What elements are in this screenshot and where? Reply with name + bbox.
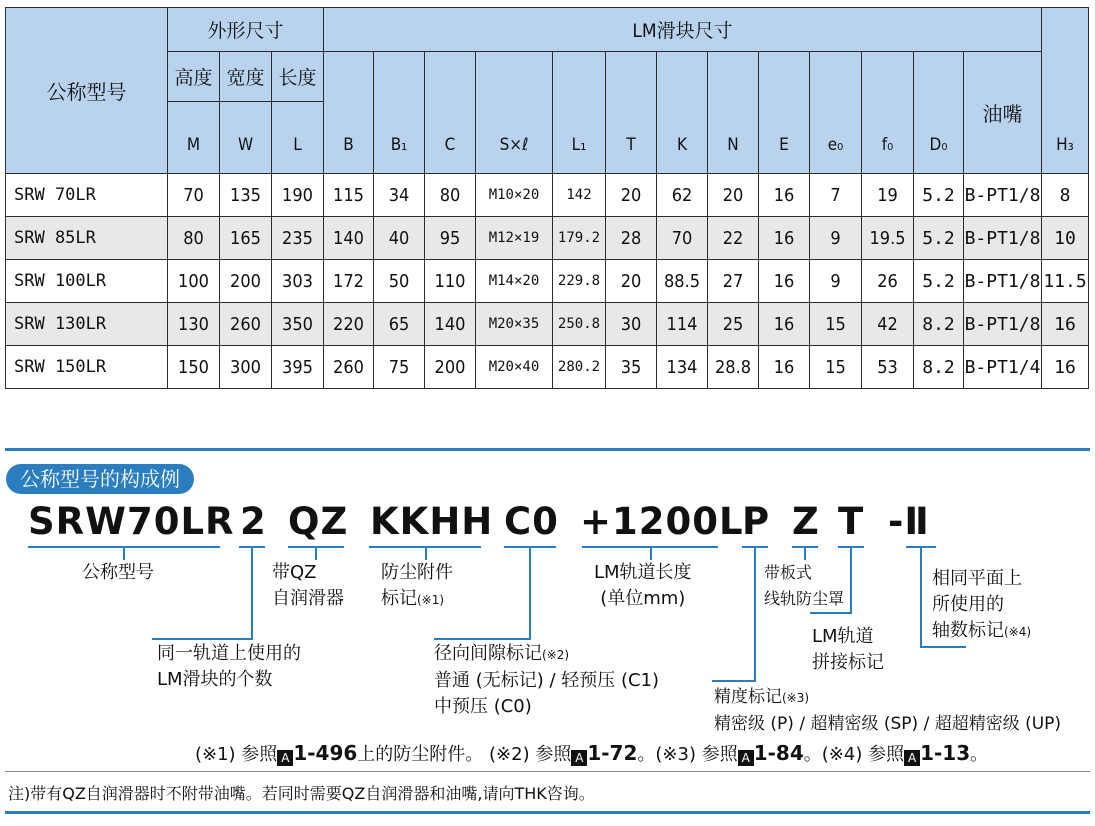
table-cell: 300	[220, 346, 272, 389]
header-length: 长度	[272, 52, 324, 102]
label-length: LM轨道长度 (单位mm)	[594, 562, 692, 609]
header-b1: B₁	[374, 52, 425, 174]
table-row	[6, 174, 1089, 217]
reference-notes: (※1) 参照 A 1-496上的防尘附件。 (※2) 参照 A 1-72。(※3) 参照 A 1-84。(※4) 参照 A 1-13。	[195, 741, 989, 765]
table-cell: 5.2	[914, 217, 964, 260]
leader-accuracy	[754, 548, 756, 682]
table-cell: 16	[759, 174, 810, 217]
table-row	[6, 346, 1089, 389]
table-cell: 142	[553, 174, 606, 217]
leader-clearance	[529, 548, 531, 640]
table-cell: 8.2	[914, 303, 964, 346]
table-cell: 395	[272, 346, 324, 389]
table-cell: 280.2	[553, 346, 606, 389]
header-s: S×ℓ	[476, 52, 553, 174]
cell-model: SRW 85LR	[6, 217, 168, 260]
table-cell: 75	[374, 346, 425, 389]
table-cell: M14×20	[476, 260, 553, 303]
label-axis: 相同平面上 所使用的 轴数标记(※4)	[932, 568, 1032, 641]
table-cell: M10×20	[476, 174, 553, 217]
table-cell: 16	[1042, 303, 1089, 346]
header-d0: D₀	[914, 52, 964, 174]
table-cell: 70	[168, 174, 220, 217]
table-cell: 16	[759, 260, 810, 303]
leader-length	[650, 548, 652, 560]
header-n: N	[708, 52, 759, 174]
code-qz: QZ	[288, 500, 349, 543]
table-cell: 172	[324, 260, 374, 303]
label-qty: 同一轨道上使用的 LM滑块的个数	[157, 643, 301, 690]
table-cell: 8	[1042, 174, 1089, 217]
table-cell: 16	[759, 303, 810, 346]
leader-joint-h	[810, 612, 852, 614]
leader-qty-h	[152, 638, 253, 640]
header-outer-dimensions: 外形尺寸	[168, 8, 324, 52]
footnote: 注)带有QZ自润滑器时不附带油嘴。若同时需要QZ自润滑器和油嘴,请向THK咨询。	[8, 784, 595, 803]
table-cell: 15	[810, 346, 862, 389]
table-cell: 5.2	[914, 174, 964, 217]
table-cell: 80	[168, 217, 220, 260]
leader-plate	[804, 548, 806, 560]
table-cell: 27	[708, 260, 759, 303]
table-cell: 28	[606, 217, 657, 260]
table-cell: 115	[324, 174, 374, 217]
code-accuracy: P	[742, 500, 771, 543]
table-cell: B-PT1/8	[964, 303, 1042, 346]
table-cell: B-PT1/8	[964, 260, 1042, 303]
code-clearance: C0	[504, 500, 559, 543]
leader-clearance-h	[434, 638, 531, 640]
leader-seal	[425, 548, 427, 560]
table-cell: 100	[168, 260, 220, 303]
table-cell: 26	[862, 260, 914, 303]
leader-qty	[251, 548, 253, 640]
header-width: 宽度	[220, 52, 272, 102]
table-cell: 16	[759, 217, 810, 260]
table-cell: 19.5	[862, 217, 914, 260]
table-cell: 19	[862, 174, 914, 217]
header-e: E	[759, 52, 810, 174]
header-height: 高度	[168, 52, 220, 102]
bottom-divider	[5, 811, 1090, 814]
table-cell: 30	[606, 303, 657, 346]
table-cell: 200	[220, 260, 272, 303]
table-cell: 34	[374, 174, 425, 217]
table-cell: 65	[374, 303, 425, 346]
table-cell: 179.2	[553, 217, 606, 260]
table-cell: 20	[708, 174, 759, 217]
table-cell: 28.8	[708, 346, 759, 389]
page-ref-icon: A	[277, 750, 293, 766]
code-qty: 2	[240, 500, 267, 543]
table-cell: 40	[374, 217, 425, 260]
table-cell: 235	[272, 217, 324, 260]
header-block-dimensions: LM滑块尺寸	[324, 8, 1042, 52]
table-cell: 16	[759, 346, 810, 389]
table-cell: 80	[425, 174, 476, 217]
label-clearance: 径向间隙标记(※2) 普通 (无标记) / 轻预压 (C1) 中预压 (C0)	[434, 643, 660, 717]
table-cell: 229.8	[553, 260, 606, 303]
header-c: C	[425, 52, 476, 174]
table-cell: 140	[324, 217, 374, 260]
table-cell: 25	[708, 303, 759, 346]
table-cell: 200	[425, 346, 476, 389]
table-cell: 15	[810, 303, 862, 346]
header-k: K	[657, 52, 708, 174]
header-w: W	[220, 102, 272, 174]
header-m: M	[168, 102, 220, 174]
header-e0: e₀	[810, 52, 862, 174]
page-ref-icon: A	[738, 750, 754, 766]
table-cell: 134	[657, 346, 708, 389]
table-cell: 20	[606, 260, 657, 303]
table-row	[6, 260, 1089, 303]
table-cell: M20×40	[476, 346, 553, 389]
cell-model: SRW 130LR	[6, 303, 168, 346]
table-cell: 130	[168, 303, 220, 346]
leader-qz	[315, 548, 317, 560]
code-joint: T	[838, 500, 865, 543]
table-cell: 70	[657, 217, 708, 260]
table-cell: B-PT1/4	[964, 346, 1042, 389]
table-cell: 5.2	[914, 260, 964, 303]
table-cell: 350	[272, 303, 324, 346]
page-ref-icon: A	[904, 750, 920, 766]
table-cell: 8.2	[914, 346, 964, 389]
table-cell: 88.5	[657, 260, 708, 303]
table-cell: 140	[425, 303, 476, 346]
leader-model	[123, 548, 125, 560]
header-h3: H₃	[1042, 8, 1089, 174]
table-cell: 260	[324, 346, 374, 389]
spec-table	[5, 7, 1089, 389]
leader-axis	[920, 548, 922, 648]
note-divider	[5, 771, 1090, 772]
code-axis: -Ⅱ	[888, 500, 930, 543]
leader-accuracy-h	[712, 680, 756, 682]
table-cell: 165	[220, 217, 272, 260]
table-cell: 7	[810, 174, 862, 217]
code-model: SRW70LR	[28, 500, 235, 543]
table-cell: M20×35	[476, 303, 553, 346]
header-model: 公称型号	[6, 8, 168, 174]
table-cell: 150	[168, 346, 220, 389]
label-model: 公称型号	[82, 562, 154, 583]
section-title: 公称型号的构成例	[6, 464, 194, 494]
page-ref-icon: A	[571, 750, 587, 766]
table-cell: 62	[657, 174, 708, 217]
label-accuracy: 精度标记(※3) 精密级 (P) / 超精密级 (SP) / 超超精密级 (UP)	[714, 687, 1062, 734]
table-cell: 260	[220, 303, 272, 346]
code-seal: KKHH	[370, 500, 494, 543]
table-cell: 303	[272, 260, 324, 303]
cell-model: SRW 100LR	[6, 260, 168, 303]
table-row	[6, 217, 1089, 260]
table-cell: 250.8	[553, 303, 606, 346]
label-qz: 带QZ 自润滑器	[272, 562, 344, 609]
table-cell: 35	[606, 346, 657, 389]
label-seal: 防尘附件 标记(※1)	[381, 562, 453, 609]
table-cell: 220	[324, 303, 374, 346]
leader-axis-h	[920, 646, 966, 648]
table-cell: M12×19	[476, 217, 553, 260]
label-joint: LM轨道 拼接标记	[812, 626, 884, 673]
cell-model: SRW 70LR	[6, 174, 168, 217]
table-cell: 9	[810, 217, 862, 260]
table-row	[6, 303, 1089, 346]
header-l: L	[272, 102, 324, 174]
table-cell: 135	[220, 174, 272, 217]
header-b: B	[324, 52, 374, 174]
cell-model: SRW 150LR	[6, 346, 168, 389]
header-l1: L₁	[553, 52, 606, 174]
table-cell: 50	[374, 260, 425, 303]
table-cell: 20	[606, 174, 657, 217]
header-grease-nipple: 油嘴	[964, 52, 1042, 174]
table-cell: 11.5	[1042, 260, 1089, 303]
table-cell: 53	[862, 346, 914, 389]
table-cell: B-PT1/8	[964, 217, 1042, 260]
table-cell: 16	[1042, 346, 1089, 389]
table-cell: B-PT1/8	[964, 174, 1042, 217]
table-cell: 9	[810, 260, 862, 303]
table-cell: 114	[657, 303, 708, 346]
table-cell: 110	[425, 260, 476, 303]
code-plate: Z	[792, 500, 820, 543]
table-cell: 22	[708, 217, 759, 260]
table-cell: 190	[272, 174, 324, 217]
section-divider	[5, 448, 1090, 451]
header-f0: f₀	[862, 52, 914, 174]
table-cell: 95	[425, 217, 476, 260]
code-length: +1200L	[580, 500, 744, 543]
label-plate: 带板式 线轨防尘罩	[764, 563, 845, 608]
table-cell: 10	[1042, 217, 1089, 260]
header-t: T	[606, 52, 657, 174]
leader-joint	[850, 548, 852, 614]
table-cell: 42	[862, 303, 914, 346]
